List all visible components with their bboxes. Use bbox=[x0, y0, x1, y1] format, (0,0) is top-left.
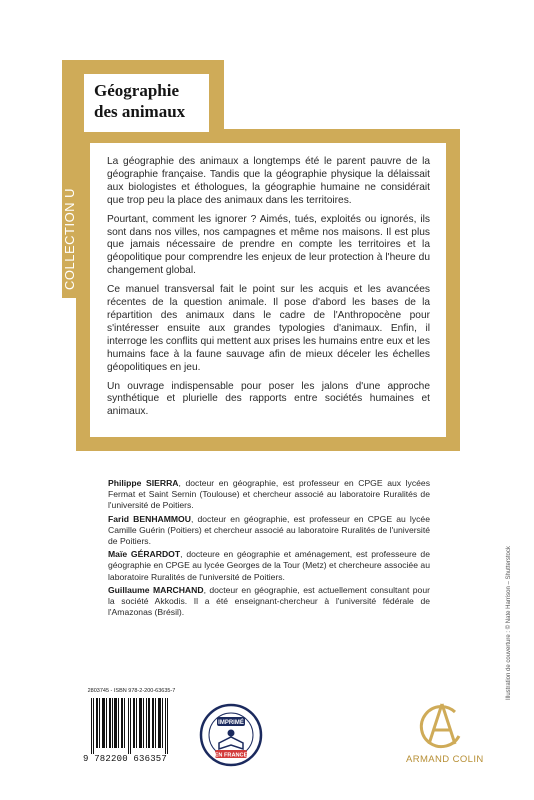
author-name: Maïe GÉRARDOT bbox=[108, 549, 181, 560]
author-entry bbox=[108, 478, 430, 512]
author-bio: , docteur en géographie, est actuellement consultant pour la société Akkodis. Il a été enseignant-chercheur à l'université fédérale de l'Amazonas (Brésil). bbox=[108, 584, 430, 618]
blurb-text bbox=[107, 156, 430, 425]
collection-label: COLLECTION U bbox=[62, 187, 77, 290]
imprime-en-france-icon bbox=[199, 703, 263, 767]
author-bio: , docteur en géographie, est professeur en CPGE aux lycées Fermat et Saint Sernin (Toulouse) et chercheur associé au laboratoire Ruralités de l'université de Poitiers. bbox=[108, 478, 430, 511]
imprime-en-france-badge bbox=[199, 703, 263, 767]
blurb-paragraph: Pourtant, comment les ignorer ? Aimés, tués, exploités ou ignorés, ils sont dans nos villes, nos campagnes et même nos maisons. Il est plus que jamais nécessaire de prendre en compte les territoires et la géopolitique pour comprendre les enjeux de leur protection à l'heure du changement global. bbox=[107, 213, 430, 277]
imprime-bottom-text: EN FRANCE bbox=[214, 752, 248, 759]
blurb-box bbox=[90, 143, 446, 437]
author-bio: , docteur en géographie, est professeur en CPGE au lycée Camille Guérin (Poitiers) et chercheur associé au laboratoire Ruralités de l'université de Poitiers. bbox=[108, 513, 430, 547]
author-name: Philippe SIERRA bbox=[108, 478, 179, 488]
author-name: Farid BENHAMMOU bbox=[108, 513, 191, 524]
publisher-logo bbox=[406, 700, 484, 782]
blurb-paragraph: Ce manuel transversal fait le point sur les acquis et les avancées récentes de la question animale. Il pose d'abord les bases de la répartition des animaux dans le cadre de l'Anthropocène pour s'intéresser ensuite aux grandes typologies d'animaux. Enfin, il interroge les conflits qui mettent aux prises les humains entre eux et les humains face à la faune sauvage afin de mieux déceler les échelles géopolitiques en jeu. bbox=[107, 284, 430, 373]
title-line-1: Géographie bbox=[94, 81, 179, 100]
author-entry bbox=[108, 585, 430, 619]
author-name: Guillaume MARCHAND bbox=[108, 584, 204, 595]
title-line-2: des animaux bbox=[94, 102, 186, 121]
barcode-number: 9 782200 636357 bbox=[83, 754, 168, 764]
authors-section bbox=[108, 478, 430, 620]
armand-colin-logo-icon bbox=[415, 700, 469, 752]
blurb-paragraph: La géographie des animaux a longtemps été le parent pauvre de la géographie française. Tandis que la géographie physique la délaissait aux biologistes et éthologues, la géographie humaine ne considérait que trop peu la place des animaux dans les territoires. bbox=[107, 156, 430, 206]
blurb-paragraph: Un ouvrage indispensable pour poser les jalons d'une approche synthétique et plurielle des rapports entre sociétés humaines et animaux. bbox=[107, 380, 430, 418]
publisher-name: ARMAND COLIN bbox=[406, 754, 484, 765]
imprime-top-text: IMPRIMÉ bbox=[218, 720, 244, 726]
author-entry bbox=[108, 514, 430, 548]
author-bio: , docteure en géographie et aménagement, est professeure de géographie en CPGE au lycée Georges de la Tour (Metz) et chercheure associée au laboratoire Ruralités de l'université de Poitiers. bbox=[108, 549, 430, 582]
barcode-icon bbox=[83, 696, 180, 756]
cover-credit: Illustration de couverture : © Nate Harrison – Shutterstock bbox=[506, 546, 512, 700]
author-entry bbox=[108, 549, 430, 583]
book-title bbox=[84, 74, 209, 122]
isbn-line: 2803745 - ISBN 978-2-200-63635-7 bbox=[87, 688, 176, 694]
barcode bbox=[83, 688, 180, 768]
title-box bbox=[84, 74, 209, 132]
